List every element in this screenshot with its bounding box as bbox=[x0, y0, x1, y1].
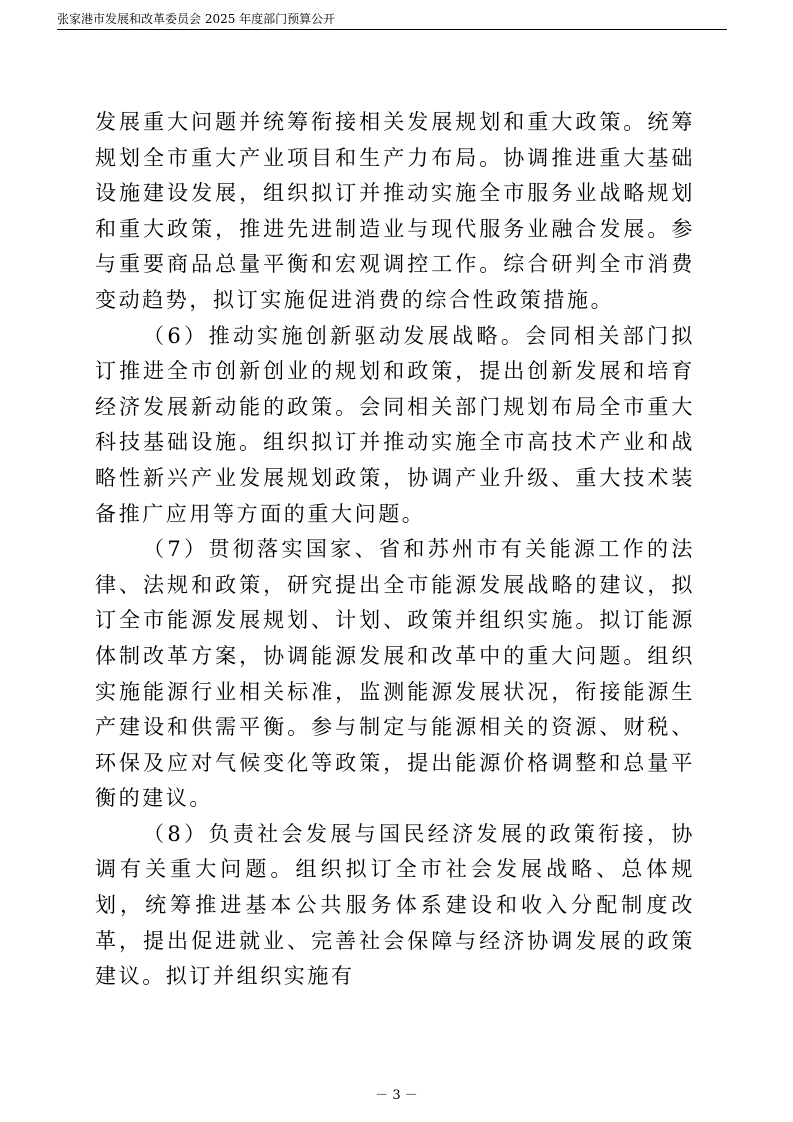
paragraph-4: （8）负责社会发展与国民经济发展的政策衔接，协调有关重大问题。组织拟订全市社会发展战略、总体规划，统筹推进基本公共服务体系建设和收入分配制度改革，提出促进就业、完善社会保障与经济协调发展的政策建议。拟订并组织实施有 bbox=[95, 821, 695, 989]
paragraph-2: （6）推动实施创新驱动发展战略。会同相关部门拟订推进全市创新创业的规划和政策，提出创新发展和培育经济发展新动能的政策。会同相关部门规划布局全市重大科技基础设施。组织拟订并推动实施全市高技术产业和战略性新兴产业发展规划政策，协调产业升级、重大技术装备推广应用等方面的重大问题。 bbox=[95, 323, 695, 526]
paragraph-1: 发展重大问题并统筹衔接相关发展规划和重大政策。统筹规划全市重大产业项目和生产力布局。协调推进重大基础设施建设发展，组织拟订并推动实施全市服务业战略规划和重大政策，推进先进制造业与现代服务业融合发展。参与重要商品总量平衡和宏观调控工作。综合研判全市消费变动趋势，拟订实施促进消费的综合性政策措施。 bbox=[95, 110, 695, 312]
header-title: 张家港市发展和改革委员会 2025 年度部门预算公开 bbox=[57, 12, 336, 26]
paragraph-3: （7）贯彻落实国家、省和苏州市有关能源工作的法律、法规和政策，研究提出全市能源发展战略的建议，拟订全市能源发展规划、计划、政策并组织实施。拟订能源体制改革方案，协调能源发展和改革中的重大问题。组织实施能源行业相关标准，监测能源发展状况，衔接能源生产建设和供需平衡。参与制定与能源相关的资源、财税、环保及应对气候变化等政策，提出能源价格调整和总量平衡的建议。 bbox=[95, 537, 695, 811]
page-number: － 3 － bbox=[375, 1088, 418, 1103]
header-rule bbox=[57, 29, 727, 30]
page-header bbox=[57, 10, 727, 30]
document-body bbox=[95, 105, 695, 995]
page-footer bbox=[0, 1088, 793, 1104]
